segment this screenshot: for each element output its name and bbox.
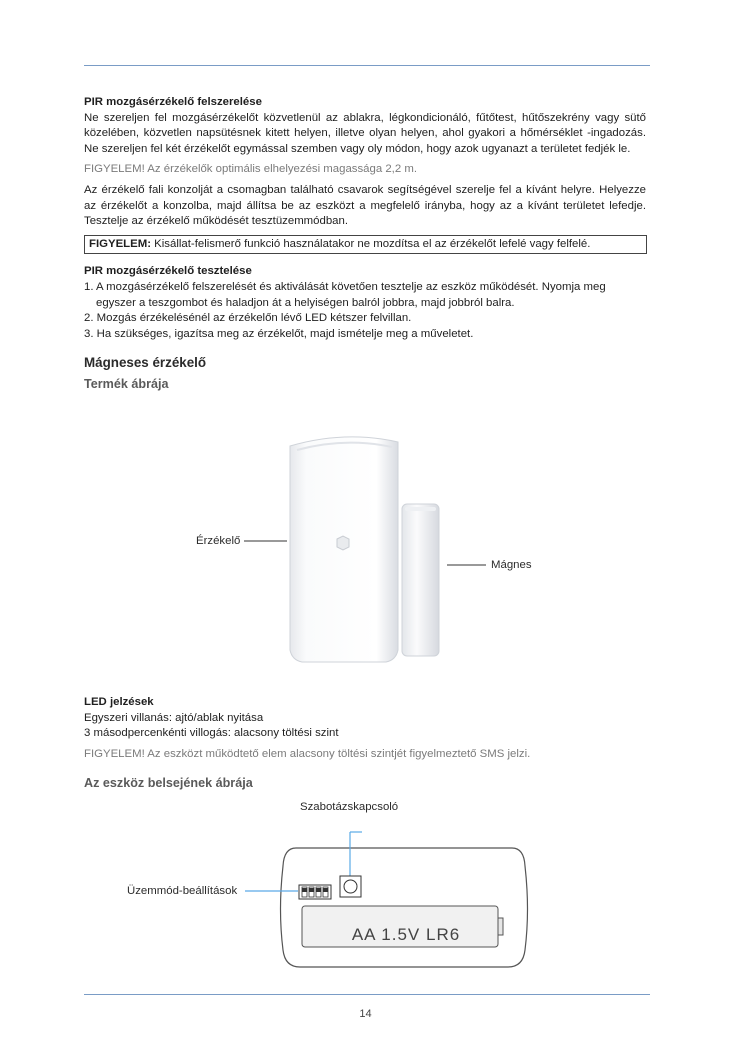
top-rule [84,65,650,66]
pir-mount-paragraph-2: Az érzékelő fali konzolját a csomagban található csavarok segítségével szerelje fel a kívánt helyre. Helyezze az érzékelőt a konzolba, majd állítsa be az eszközt a megfelelő irányba, hogy az a kívánt területet lefedje. Tesztelje az érzékelő működését tesztüzemmódban. [84,183,646,228]
list-item: 1. A mozgásérzékelő felszerelését és aktiválását követően tesztelje az eszköz működését. Nyomja meg egyszer a teszgombot és haladjon át a helyiségen balról jobbra, majd jobbról balra. [84,280,606,309]
pir-mount-paragraph-1: Ne szereljen fel mozgásérzékelőt közvetlenül az ablakra, légkondicionáló, fűtőtest, hűtőszekrény vagy sütő közelében, közvetlen napsütésnek kitett helyen, illetve olyan helyen, ahol gyakori a hőmérséklet -ingadozás. Ne szereljen fel két érzékelőt egymással szemben vagy oly módon, hogy azok ugyanazt a területet fedjék le. [84,111,646,155]
battery-text: AA 1.5V LR6 [351,925,461,944]
led-line-1: Egyszeri villanás: ajtó/ablak nyitása [84,711,264,724]
magnetic-sensor-figure [0,420,731,685]
mode-settings-label: Üzemmód-beállítások [127,885,238,897]
sensor-unit [290,437,398,662]
magnet-label: Mágnes [491,559,532,571]
led-section [84,695,646,792]
sensor-logo-icon [337,536,349,550]
internal-figure-heading: Az eszköz belsejének ábrája [84,776,253,791]
device-internal-diagram [0,810,731,975]
led-note: FIGYELEM! Az eszközt működtető elem alacsony töltési szintjét figyelmeztető SMS jelzi. [84,747,531,760]
warning-text: Kisállat-felismerő funkció használatakor ne mozdítsa el az érzékelőt lefelé vagy felfelé. [151,237,591,250]
magnet-section-heading: Mágneses érzékelő [84,355,207,371]
pir-mount-heading: PIR mozgásérzékelő felszerelése [84,96,262,108]
battery [302,906,503,947]
warning-box [84,235,647,255]
pir-test-heading: PIR mozgásérzékelő tesztelése [84,265,252,278]
list-item: 2. Mozgás érzékelésénél az érzékelőn lévő LED kétszer felvillan. [84,312,412,325]
product-figure-heading: Termék ábrája [84,377,169,392]
list-item: 3. Ha szükséges, igazítsa meg az érzékelőt, majd ismételje meg a műveletet. [84,327,474,340]
page-number: 14 [359,1008,372,1020]
tamper-switch-label: Szabotázskapcsoló [300,801,399,813]
warning-label: FIGYELEM: [89,237,152,250]
sensor-label: Érzékelő [196,535,241,547]
bottom-rule [84,994,650,995]
dip-switch-block [299,885,331,899]
pir-mount-note: FIGYELEM! Az érzékelők optimális elhelyezési magassága 2,2 m. [84,163,418,176]
led-line-2: 3 másodpercenkénti villogás: alacsony töltési szint [84,727,339,740]
magnet-unit [402,504,439,656]
pir-test-steps [84,280,646,342]
led-heading: LED jelzések [84,696,154,708]
tamper-switch [340,876,361,897]
page-content [84,95,646,393]
